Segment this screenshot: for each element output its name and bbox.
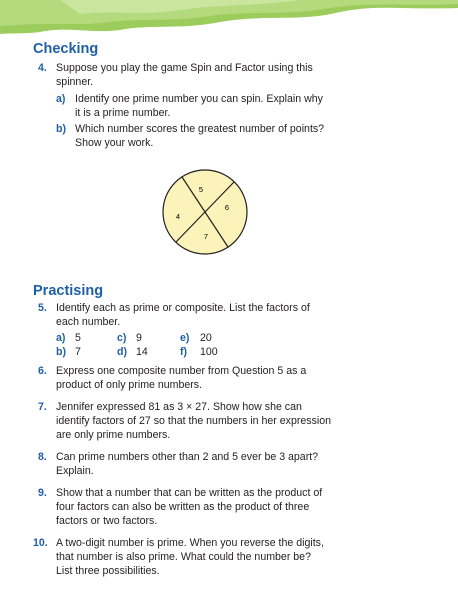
question-number: 7. bbox=[38, 401, 47, 413]
part-text-line: it is a prime number. bbox=[75, 107, 171, 119]
part-label: e) bbox=[180, 332, 190, 344]
question-number: 5. bbox=[38, 302, 47, 314]
part-value: 20 bbox=[200, 332, 212, 344]
question-text-line: factors or two factors. bbox=[56, 515, 158, 527]
question-text-line: Suppose you play the game Spin and Factor using this bbox=[56, 62, 313, 74]
part-label: a) bbox=[56, 332, 66, 344]
part-label: c) bbox=[117, 332, 127, 344]
decorative-banner bbox=[0, 0, 458, 34]
question-text-line: identify factors of 27 so that the numbers in her expression bbox=[56, 415, 331, 427]
question-number: 8. bbox=[38, 451, 47, 463]
part-text-line: Show your work. bbox=[75, 137, 154, 149]
part-value: 14 bbox=[136, 346, 148, 358]
question-text-line: Can prime numbers other than 2 and 5 ever be 3 apart? bbox=[56, 451, 319, 463]
question-text-line: A two-digit number is prime. When you reverse the digits, bbox=[56, 537, 324, 549]
question-text-line: List three possibilities. bbox=[56, 565, 160, 577]
part-label: f) bbox=[180, 346, 188, 358]
part-label: b) bbox=[56, 123, 66, 135]
question-number: 10. bbox=[33, 537, 48, 549]
spinner-diagram bbox=[161, 168, 249, 256]
question-text-line: product of only prime numbers. bbox=[56, 379, 203, 391]
part-text-line: Which number scores the greatest number of points? bbox=[75, 123, 325, 135]
question-text-line: Jennifer expressed 81 as 3 × 27. Show how she can bbox=[56, 401, 302, 413]
question-number: 4. bbox=[38, 62, 47, 74]
question-text-line: Explain. bbox=[56, 465, 94, 477]
section-heading-checking: Checking bbox=[33, 41, 99, 57]
question-text-line: spinner. bbox=[56, 76, 94, 88]
part-value: 100 bbox=[200, 346, 218, 358]
question-number: 6. bbox=[38, 365, 47, 377]
spinner-number: 6 bbox=[224, 203, 230, 212]
question-text-line: are only prime numbers. bbox=[56, 429, 171, 441]
question-text-line: each number. bbox=[56, 316, 121, 328]
part-label: a) bbox=[56, 93, 66, 105]
spinner-number: 5 bbox=[198, 185, 204, 194]
question-text-line: four factors can also be written as the product of three bbox=[56, 501, 310, 513]
part-label: d) bbox=[117, 346, 127, 358]
part-value: 7 bbox=[75, 346, 81, 358]
question-text-line: Express one composite number from Question 5 as a bbox=[56, 365, 307, 377]
spinner-number: 7 bbox=[203, 232, 209, 241]
part-value: 5 bbox=[75, 332, 81, 344]
question-text-line: Show that a number that can be written as the product of bbox=[56, 487, 323, 499]
question-text-line: that number is also prime. What could the number be? bbox=[56, 551, 311, 563]
section-heading-practising: Practising bbox=[33, 283, 104, 299]
part-value: 9 bbox=[136, 332, 142, 344]
part-label: b) bbox=[56, 346, 66, 358]
spinner-number: 4 bbox=[175, 212, 181, 221]
question-number: 9. bbox=[38, 487, 47, 499]
part-text-line: Identify one prime number you can spin. Explain why bbox=[75, 93, 323, 105]
question-text-line: Identify each as prime or composite. List the factors of bbox=[56, 302, 310, 314]
